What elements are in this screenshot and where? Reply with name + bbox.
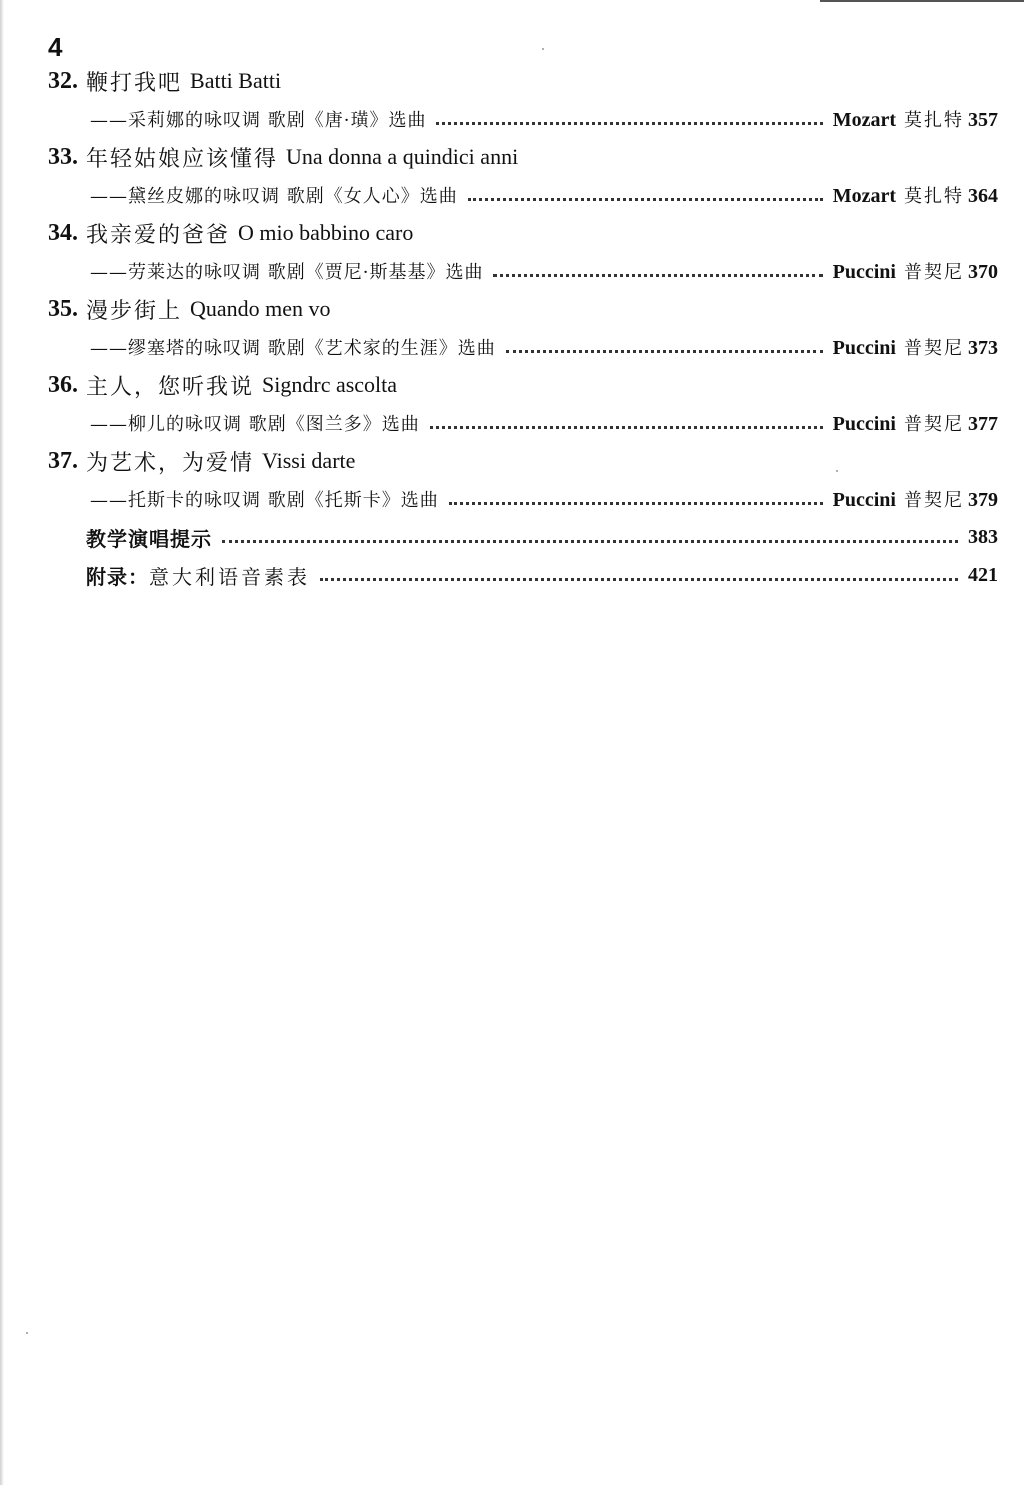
entry-detail-line <box>48 404 998 442</box>
composer-chinese: 普契尼 <box>904 262 964 283</box>
entry-title-line <box>48 138 998 176</box>
page-left-edge <box>0 0 4 1485</box>
entry-detail-line <box>48 100 998 138</box>
composer-chinese: 普契尼 <box>904 338 964 359</box>
composer-english: Puccini <box>832 489 896 511</box>
composer-chinese: 莫扎特 <box>904 110 964 131</box>
entry-title-chinese: 漫步街上 <box>86 298 183 324</box>
composer-chinese: 莫扎特 <box>904 186 964 207</box>
entry-title-italian: Vissi darte <box>262 448 356 473</box>
entry-description: ——劳莱达的咏叹调 歌剧《贾尼·斯基基》选曲 <box>90 262 484 283</box>
entry-title-italian: Quando men vo <box>190 296 331 321</box>
appendix-label-rest: 意大利语音素表 <box>149 564 310 589</box>
entry-number: 37. <box>48 447 78 474</box>
entry-title-chinese: 主人，您听我说 <box>86 374 255 400</box>
entry-number: 33. <box>48 143 78 170</box>
entry-detail-line <box>48 328 998 366</box>
table-of-contents <box>48 62 998 594</box>
entry-title-line <box>48 442 998 480</box>
dot-leader <box>449 502 823 505</box>
entry-page: 370 <box>968 261 998 283</box>
appendix-entry <box>48 556 998 594</box>
entry-composer <box>833 106 998 132</box>
dot-leader <box>506 350 823 353</box>
toc-entry <box>48 138 998 214</box>
entry-title-chinese: 为艺术，为爱情 <box>86 450 255 476</box>
entry-title-line <box>48 214 998 252</box>
entry-title-chinese: 鞭打我吧 <box>86 70 183 96</box>
entry-composer <box>833 334 998 360</box>
entry-title-italian: O mio babbino caro <box>238 220 414 245</box>
dot-leader <box>430 426 823 429</box>
composer-chinese: 普契尼 <box>904 490 964 511</box>
composer-english: Puccini <box>832 413 896 435</box>
entry-page: 364 <box>968 185 998 207</box>
entry-page: 377 <box>968 413 998 435</box>
appendix-entry <box>48 518 998 556</box>
entry-composer <box>833 258 998 284</box>
appendix-page: 383 <box>968 525 998 548</box>
composer-english: Puccini <box>832 261 896 283</box>
scan-speck <box>26 1332 28 1334</box>
entry-detail-line <box>48 252 998 290</box>
entry-number: 34. <box>48 219 78 246</box>
top-rule <box>820 0 1024 2</box>
entry-title-line <box>48 290 998 328</box>
entry-detail-line <box>48 176 998 214</box>
entry-number: 35. <box>48 295 78 322</box>
appendix-label: 附录： <box>86 564 149 589</box>
composer-english: Mozart <box>832 109 896 131</box>
scan-speck <box>836 470 838 472</box>
composer-english: Mozart <box>832 185 896 207</box>
entry-page: 373 <box>968 337 998 359</box>
entry-number: 32. <box>48 67 78 94</box>
entry-title-line <box>48 366 998 404</box>
entry-title-line <box>48 62 998 100</box>
entry-description: ——柳儿的咏叹调 歌剧《图兰多》选曲 <box>90 414 420 435</box>
entry-description: ——缪塞塔的咏叹调 歌剧《艺术家的生涯》选曲 <box>90 338 496 359</box>
entry-page: 379 <box>968 489 998 511</box>
dot-leader <box>468 198 823 201</box>
entry-detail-line <box>48 480 998 518</box>
toc-entry <box>48 62 998 138</box>
toc-entry <box>48 214 998 290</box>
appendix-page: 421 <box>968 563 998 586</box>
dot-leader <box>436 122 822 125</box>
appendix-label: 教学演唱提示 <box>86 526 212 551</box>
entry-title-italian: Signdrc ascolta <box>262 372 398 397</box>
entry-page: 357 <box>968 109 998 131</box>
scan-speck <box>542 48 544 50</box>
dot-leader <box>320 578 958 581</box>
entry-composer <box>833 486 998 512</box>
toc-entry <box>48 290 998 366</box>
entry-composer <box>833 182 998 208</box>
entry-description: ——采莉娜的咏叹调 歌剧《唐·璜》选曲 <box>90 110 427 131</box>
entry-title-chinese: 年轻姑娘应该懂得 <box>86 146 279 172</box>
page-number: 4 <box>48 32 63 62</box>
toc-entry <box>48 442 998 518</box>
dot-leader <box>493 274 822 277</box>
entry-description: ——托斯卡的咏叹调 歌剧《托斯卡》选曲 <box>90 490 439 511</box>
dot-leader <box>222 540 958 543</box>
entry-number: 36. <box>48 371 78 398</box>
entry-composer <box>833 410 998 436</box>
toc-entry <box>48 366 998 442</box>
entry-title-chinese: 我亲爱的爸爸 <box>86 222 231 248</box>
entry-description: ——黛丝皮娜的咏叹调 歌剧《女人心》选曲 <box>90 186 458 207</box>
entry-title-italian: Batti Batti <box>190 68 282 93</box>
entry-title-italian: Una donna a quindici anni <box>286 144 519 169</box>
composer-chinese: 普契尼 <box>904 414 964 435</box>
composer-english: Puccini <box>832 337 896 359</box>
